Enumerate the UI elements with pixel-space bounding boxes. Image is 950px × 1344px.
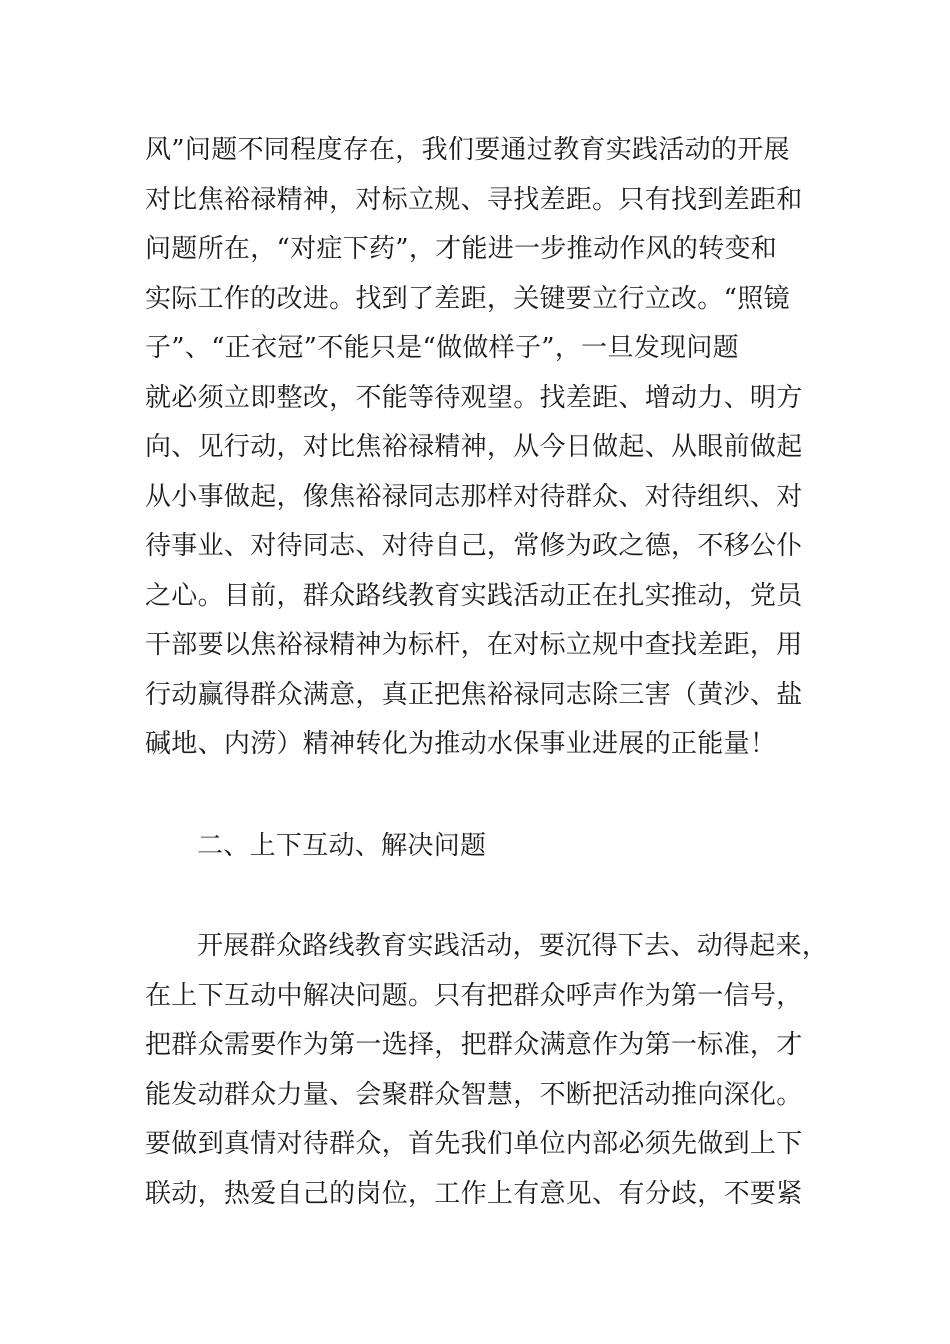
text-line: 碱地、内涝）精神转化为推动水保事业进展的正能量！ (145, 729, 777, 759)
text-line: 能发动群众力量、会聚群众智慧，不断把活动推向深化。 (145, 1080, 803, 1110)
text-line: 要做到真情对待群众，首先我们单位内部必须先做到上下 (145, 1129, 803, 1159)
text-line: 子”、“正衣冠”不能只是“做做样子”，一旦发现问题 (145, 333, 739, 363)
text-line: 之心。目前，群众路线教育实践活动正在扎实推动，党员 (145, 581, 803, 611)
text-line: 把群众需要作为第一选择，把群众满意作为第一标准，才 (145, 1030, 803, 1060)
text-line: 行动赢得群众满意，真正把焦裕禄同志除三害（黄沙、盐 (145, 680, 803, 710)
text-line: 问题所在，“对症下药”，才能进一步推动作风的转变和 (145, 234, 778, 264)
text-line: 风”问题不同程度存在，我们要通过教育实践活动的开展 (145, 135, 790, 165)
text-line: 从小事做起，像焦裕禄同志那样对待群众、对待组织、对 (145, 482, 803, 512)
text-line: 开展群众路线教育实践活动，要沉得下去、动得起来， (197, 931, 829, 961)
text-line: 就必须立即整改，不能等待观望。找差距、增动力、明方 (145, 383, 803, 413)
text-line: 在上下互动中解决问题。只有把群众呼声作为第一信号， (145, 981, 803, 1011)
text-line: 对比焦裕禄精神，对标立规、寻找差距。只有找到差距和 (145, 185, 803, 215)
text-line: 向、见行动，对比焦裕禄精神，从今日做起、从眼前做起 (145, 432, 803, 462)
text-line: 联动，热爱自己的岗位，工作上有意见、有分歧，不要紧 (145, 1179, 803, 1209)
text-line: 干部要以焦裕禄精神为标杆，在对标立规中查找差距，用 (145, 630, 803, 660)
section-heading: 二、上下互动、解决问题 (197, 831, 487, 861)
text-line: 待事业、对待同志、对待自己，常修为政之德，不移公仆 (145, 531, 803, 561)
text-line: 实际工作的改进。找到了差距，关键要立行立改。“照镜 (145, 284, 790, 314)
